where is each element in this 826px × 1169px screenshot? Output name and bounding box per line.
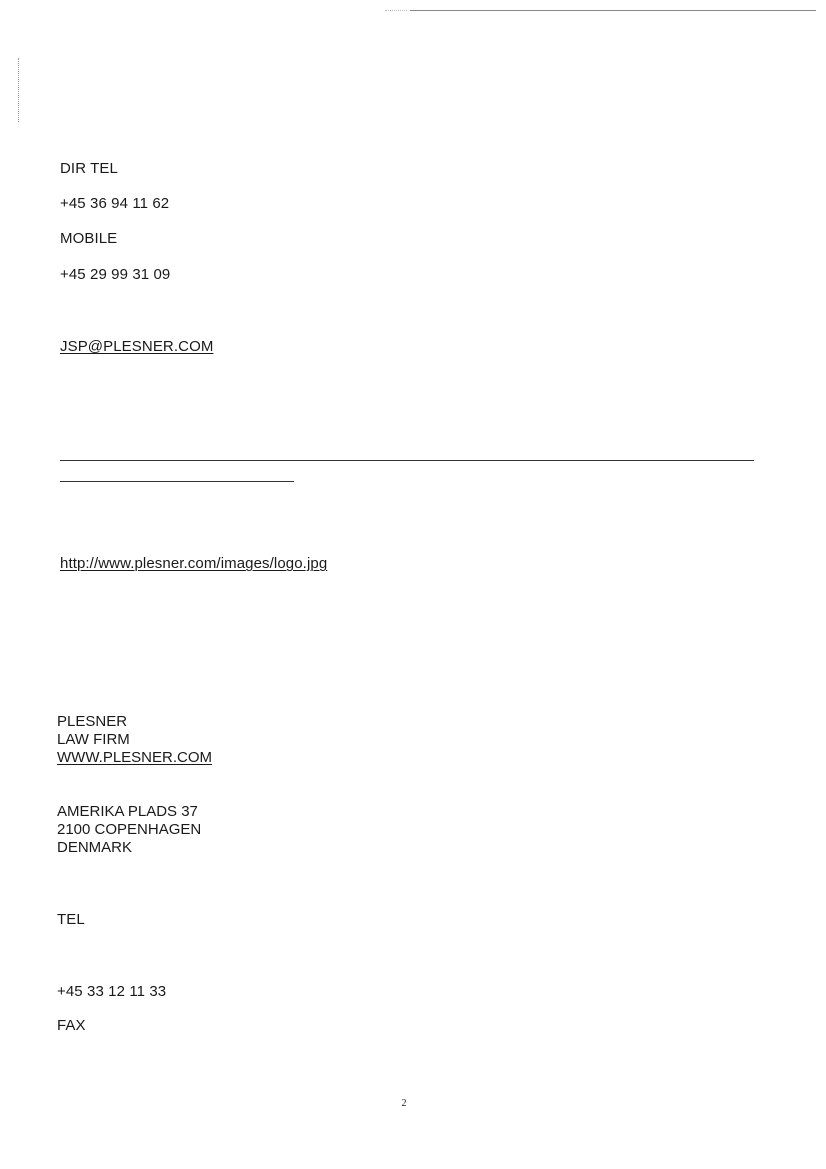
firm-website-link[interactable]: WWW.PLESNER.COM (57, 749, 213, 766)
office-tel-value: +45 33 12 11 33 (57, 983, 167, 1000)
firm-type: LAW FIRM (57, 731, 130, 748)
firm-name: PLESNER (57, 713, 128, 730)
address-city: 2100 COPENHAGEN (57, 821, 202, 838)
separator-rule-short (60, 481, 294, 482)
office-fax-label: FAX (57, 1017, 86, 1034)
logo-image-link[interactable]: http://www.plesner.com/images/logo.jpg (60, 555, 328, 572)
firm-block (57, 713, 212, 767)
dir-tel-value: +45 36 94 11 62 (60, 195, 170, 212)
page-number: 2 (401, 1098, 407, 1109)
address-country: DENMARK (57, 839, 133, 856)
separator-rule-long (60, 460, 754, 461)
address-street: AMERIKA PLADS 37 (57, 803, 198, 820)
mobile-value: +45 29 99 31 09 (60, 266, 171, 283)
dir-tel-label: DIR TEL (60, 160, 118, 177)
email-link[interactable]: JSP@PLESNER.COM (60, 338, 214, 355)
address-block (57, 803, 201, 857)
scan-artifact-top-line (410, 10, 816, 11)
office-tel-label: TEL (57, 911, 85, 928)
scan-artifact-top-dots (385, 10, 407, 11)
scan-artifact-left-edge (18, 58, 19, 122)
mobile-label: MOBILE (60, 230, 118, 247)
